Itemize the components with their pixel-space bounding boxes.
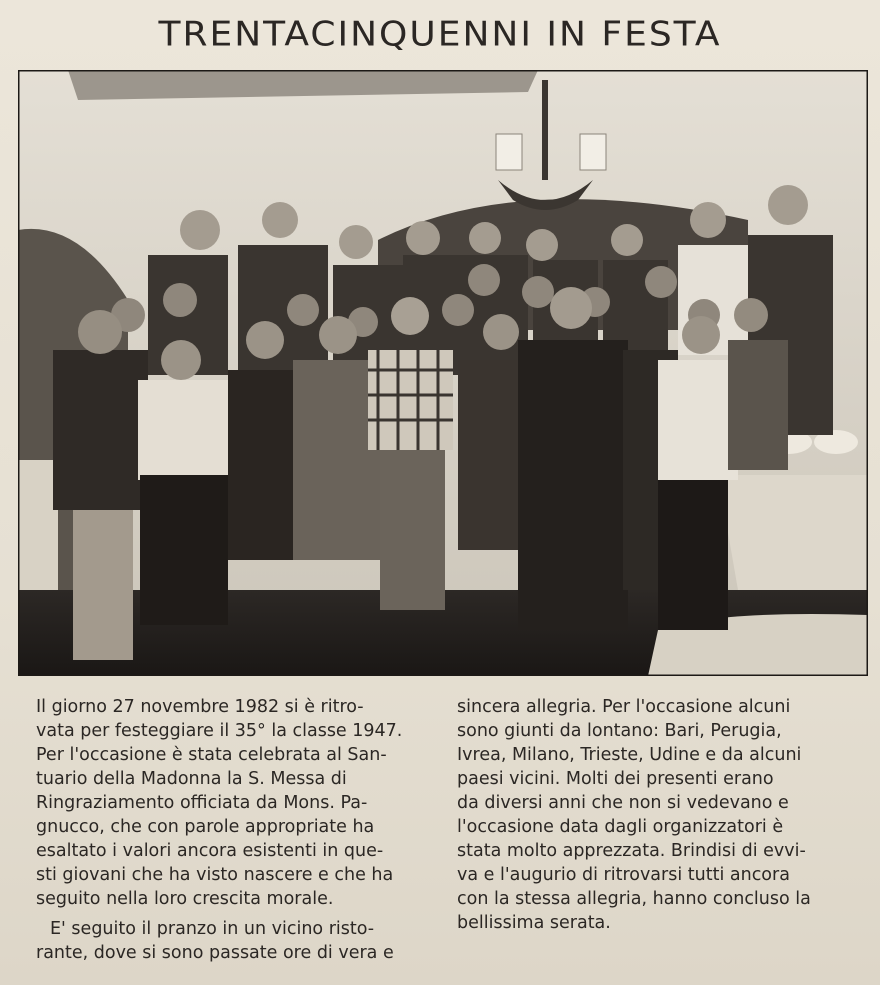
article-line: gnucco, che con parole appropriate ha [36,817,375,837]
article-column-right [457,695,869,935]
article-line: Ivrea, Milano, Trieste, Udine e da alcuni [457,745,802,765]
article-line: esaltato i valori ancora esistenti in que- [36,841,384,861]
article-line: vata per festeggiare il 35° la classe 1947. [36,721,403,741]
article-line: tuario della Madonna la S. Messa di [36,769,347,789]
article-line: va e l'augurio di ritrovarsi tutti ancora [457,865,790,885]
article-line: sono giunti da lontano: Bari, Perugia, [457,721,782,741]
group-photo [18,70,868,676]
article-line: bellissima serata. [457,913,611,933]
article-title: TRENTACINQUENNI IN FESTA [158,15,722,54]
article-line: seguito nella loro crescita morale. [36,889,334,909]
article-line: rante, dove si sono passate ore di vera e [36,943,394,963]
group-photo-image [18,70,868,676]
article-line: con la stessa allegria, hanno concluso la [457,889,811,909]
article-line: sincera allegria. Per l'occasione alcuni [457,697,791,717]
article-line: sti giovani che ha visto nascere e che ha [36,865,394,885]
article-line: paesi vicini. Molti dei presenti erano [457,769,774,789]
article-line: Il giorno 27 novembre 1982 si è ritro- [36,697,364,717]
article-column-left [36,695,432,965]
article-line: stata molto apprezzata. Brindisi di evvi- [457,841,806,861]
article-line: l'occasione data dagli organizzatori è [457,817,784,837]
article-line: Ringraziamento officiata da Mons. Pa- [36,793,368,813]
article-line: da diversi anni che non si vedevano e [457,793,789,813]
article-line: E' seguito il pranzo in un vicino risto- [50,919,375,939]
article-line: Per l'occasione è stata celebrata al San- [36,745,387,765]
